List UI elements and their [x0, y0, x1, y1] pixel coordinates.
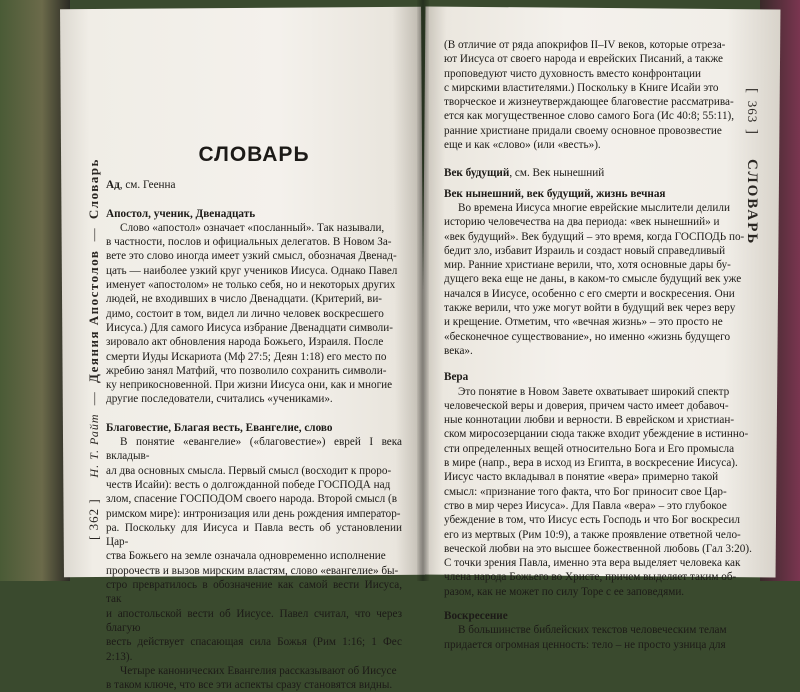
apostol-line: димо, состоит в том, видел ли лично человек воскресшего	[106, 307, 384, 320]
blago-line: и апостольской вести об Иисусе. Павел считал, что через благую	[106, 607, 402, 634]
blago-line: ства Божьего на земле означала одновременно исполнение	[106, 550, 386, 563]
entry-vera-term: Вера	[444, 371, 469, 384]
right-running-head: [ 363 ] СЛОВАРЬ	[744, 88, 760, 246]
entry-vek-nyn-term: Век нынешний, век будущий, жизнь вечная	[444, 187, 666, 200]
voskr-line: придается огромная ценность: тело – не просто узница для	[444, 638, 726, 651]
blago-line: ал два основных смысла. Первый смысл (восходит к проро-	[106, 464, 392, 477]
running-head-section-right: СЛОВАРЬ	[744, 159, 760, 246]
continuation-line: с мирскими властителями.) Поскольку в Книге Исайи это	[444, 81, 719, 94]
apostol-line: Иисуса.) Для самого Иисуса избрание Двенадцати символи-	[106, 321, 393, 334]
vek-line: века».	[444, 344, 473, 357]
entry-vek-bud	[444, 166, 756, 180]
apostol-line: ку неприкосновенной. При жизни Иисуса они, как и многие	[106, 379, 393, 392]
entry-ad	[106, 178, 402, 192]
entry-voskr-body	[444, 623, 756, 652]
vek-line: Во времена Иисуса многие еврейские мыслители делили	[458, 201, 730, 214]
vek-line: бедит зло, избавит Израиль и создаст новый справедливый	[444, 244, 726, 257]
blago-line: честв Исайи): весть о долгожданной победе ГОСПОДА над	[106, 478, 391, 491]
left-column	[106, 36, 402, 692]
vek-line: историю человечества на два периода: «век нынешний» и	[444, 216, 720, 229]
blago-line: пророчеств и вызов мирским властям, слово «евангелие» бы-	[106, 564, 399, 577]
vek-line: начался в Иисусе, особенно с его смерти и воскресения. Они	[444, 287, 735, 300]
vera-line: ском миросозерцании сюда также входит убеждение в истинно-	[444, 428, 749, 441]
vera-line: С точки зрения Павла, именно эта вера выделяет человека как	[444, 557, 741, 570]
entry-ad-ref: , см. Геенна	[119, 179, 176, 192]
right-page-number: 363	[745, 100, 760, 124]
continuation-line: (В отличие от ряда апокрифов II–IV веков, которые отреза-	[444, 39, 726, 51]
vera-line: смысл: «признание того факта, что Бог приносит свое Цар-	[444, 485, 727, 498]
blago-line: весть действует спасающая сила Божья (Рим 1:16; 1 Фес 2:13).	[106, 636, 402, 663]
vek-line: и крещение. Отметим, что «вечная жизнь» – это просто не	[444, 316, 723, 329]
continuation-line: ют Иисуса от своего народа и еврейских Писаний, а также	[444, 53, 723, 66]
vek-line: дущего века еще не даны, в каком-то смысле будущий век уже	[444, 273, 742, 286]
vera-line: Иисус часто вкладывал в понятие «вера» примерно такой	[444, 471, 719, 484]
book-gutter	[417, 0, 429, 581]
entry-ad-term: Ад	[106, 179, 120, 192]
blago-line: стро превратилось в обозначение как самой вести Иисуса, так	[106, 579, 402, 606]
continuation-line: творческое и жизнеутверждающее благовестие рассматрива-	[444, 96, 734, 109]
voskr-line: В большинстве библейских текстов человеческим телам	[458, 624, 727, 637]
continuation-line: еще и как «слово» (или «весть»).	[444, 139, 601, 152]
blago-line: ра. Поскольку для Иисуса и Павла весть об установлении Цар-	[106, 521, 402, 549]
apostol-line: людей, не входивших в число Двенадцати. (Критерий, ви-	[106, 293, 383, 306]
right-top-continuation	[444, 38, 756, 152]
apostol-line: Слово «апостол» означает «посланный». Так называли,	[120, 221, 385, 234]
apostol-line: жребию занял Матфий, что позволило сохранить символи-	[106, 364, 387, 377]
continuation-line: ранние христиане придали своему основное провозвестие	[444, 124, 722, 137]
vera-line: Это понятие в Новом Завете охватывает широкий спектр	[458, 385, 730, 398]
vera-line: в мире (напр., вера в исход из Египта, в воскресение Иисуса).	[444, 457, 738, 470]
vera-line: ные коннотации любви и верности. В еврейском и христиан-	[444, 414, 735, 427]
entry-vek-bud-ref: , см. Век нынешний	[509, 167, 605, 180]
right-column	[444, 38, 756, 652]
left-page-number: 362	[86, 507, 101, 531]
vera-line: разом, как не может по силу Торе с ее заповедями.	[444, 585, 685, 598]
blago-line: в таком ключе, что все эти аспекты сразу становятся видны.	[106, 679, 393, 692]
entry-vek-bud-term: Век будущий	[444, 167, 510, 180]
vek-line: мир. Ранние христиане верили, что, хотя основные дары бу-	[444, 259, 731, 272]
vera-line: убеждение в том, что Иисус есть Господь и что Бог воскресил	[444, 514, 740, 527]
apostol-line: цать — наиболее узкий круг учеников Иисуса. Однако Павел	[106, 264, 398, 277]
entry-blago-term: Благовестие, Благая весть, Евангелие, слово	[106, 421, 333, 434]
entry-vera-body	[444, 385, 756, 599]
blago-line: злом, спасение ГОСПОДОМ своего народа. Второй смысл (в	[106, 493, 398, 506]
running-head-section-left: Словарь	[86, 158, 101, 220]
vera-line: члена народа Божьего во Христе, причем выделяет таким об-	[444, 571, 737, 584]
vera-line: веческой любви на это высшее божественной любовь (Гал 3:20).	[444, 542, 752, 555]
continuation-line: ется как могущественное слово самого Бога (Ис 40:8; 55:11),	[444, 110, 735, 123]
vek-line: «век будущий». Век будущий – это время, когда ГОСПОДЬ по-	[444, 230, 745, 243]
apostol-line: другие последователи, считались «учениками».	[106, 393, 333, 406]
page-heading: СЛОВАРЬ	[198, 143, 310, 166]
running-head-author: Н. Т. Райт	[87, 413, 101, 478]
background-left	[0, 0, 70, 581]
vek-line: «бесконечное существование», но именно «жизнь будущего	[444, 330, 731, 343]
vera-line: его из мертвых (Рим 10:9), а также проявление ответной чело-	[444, 528, 741, 541]
apostol-line: смерти Иуды Искариота (Мф 27:5; Деян 1:18) его место по	[106, 350, 387, 363]
entry-voskr-term: Воскресение	[444, 609, 508, 622]
apostol-line: вете это слово иногда имеет узкий смысл, обозначая Двенад-	[106, 250, 397, 263]
blago-line: Четыре канонических Евангелия рассказывают об Иисусе	[120, 664, 397, 677]
apostol-line: именует «апостолом» не только себя, но и некоторых других	[106, 279, 396, 292]
apostol-line: зировало акт обновления народа Божьего, Израиля. После	[106, 336, 384, 349]
apostol-line: в частности, послов и официальных делегатов. В Новом За-	[106, 236, 392, 249]
entry-apostol-body	[106, 221, 402, 407]
blago-line: римском мире): интронизация или день рождения император-	[106, 507, 401, 520]
vek-line: также верили, что уже могут войти в будущий век через веру	[444, 302, 736, 315]
blago-line: В понятие «евангелие» («благовестие») еврей I века вкладыв-	[106, 436, 402, 463]
entry-blago-body	[106, 435, 402, 692]
left-running-head: [ 362 ] Н. Т. Райт — Деяния Апостолов — Словарь	[86, 158, 101, 540]
entry-apostol-term: Апостол, ученик, Двенадцать	[106, 207, 256, 220]
running-head-title: Деяния Апостолов	[86, 249, 101, 383]
vera-line: сти определенных вещей относительно Бога и Его промысла	[444, 442, 735, 455]
vera-line: человеческой веры и доверия, причем часто имеет добавоч-	[444, 399, 729, 412]
entry-vek-nyn-body	[444, 201, 756, 358]
continuation-line: проповедуют чисто духовность вместо конфронтации	[444, 67, 701, 80]
vera-line: ство в мир через Иисуса». Для Павла «вера» – это глубокое	[444, 499, 727, 512]
